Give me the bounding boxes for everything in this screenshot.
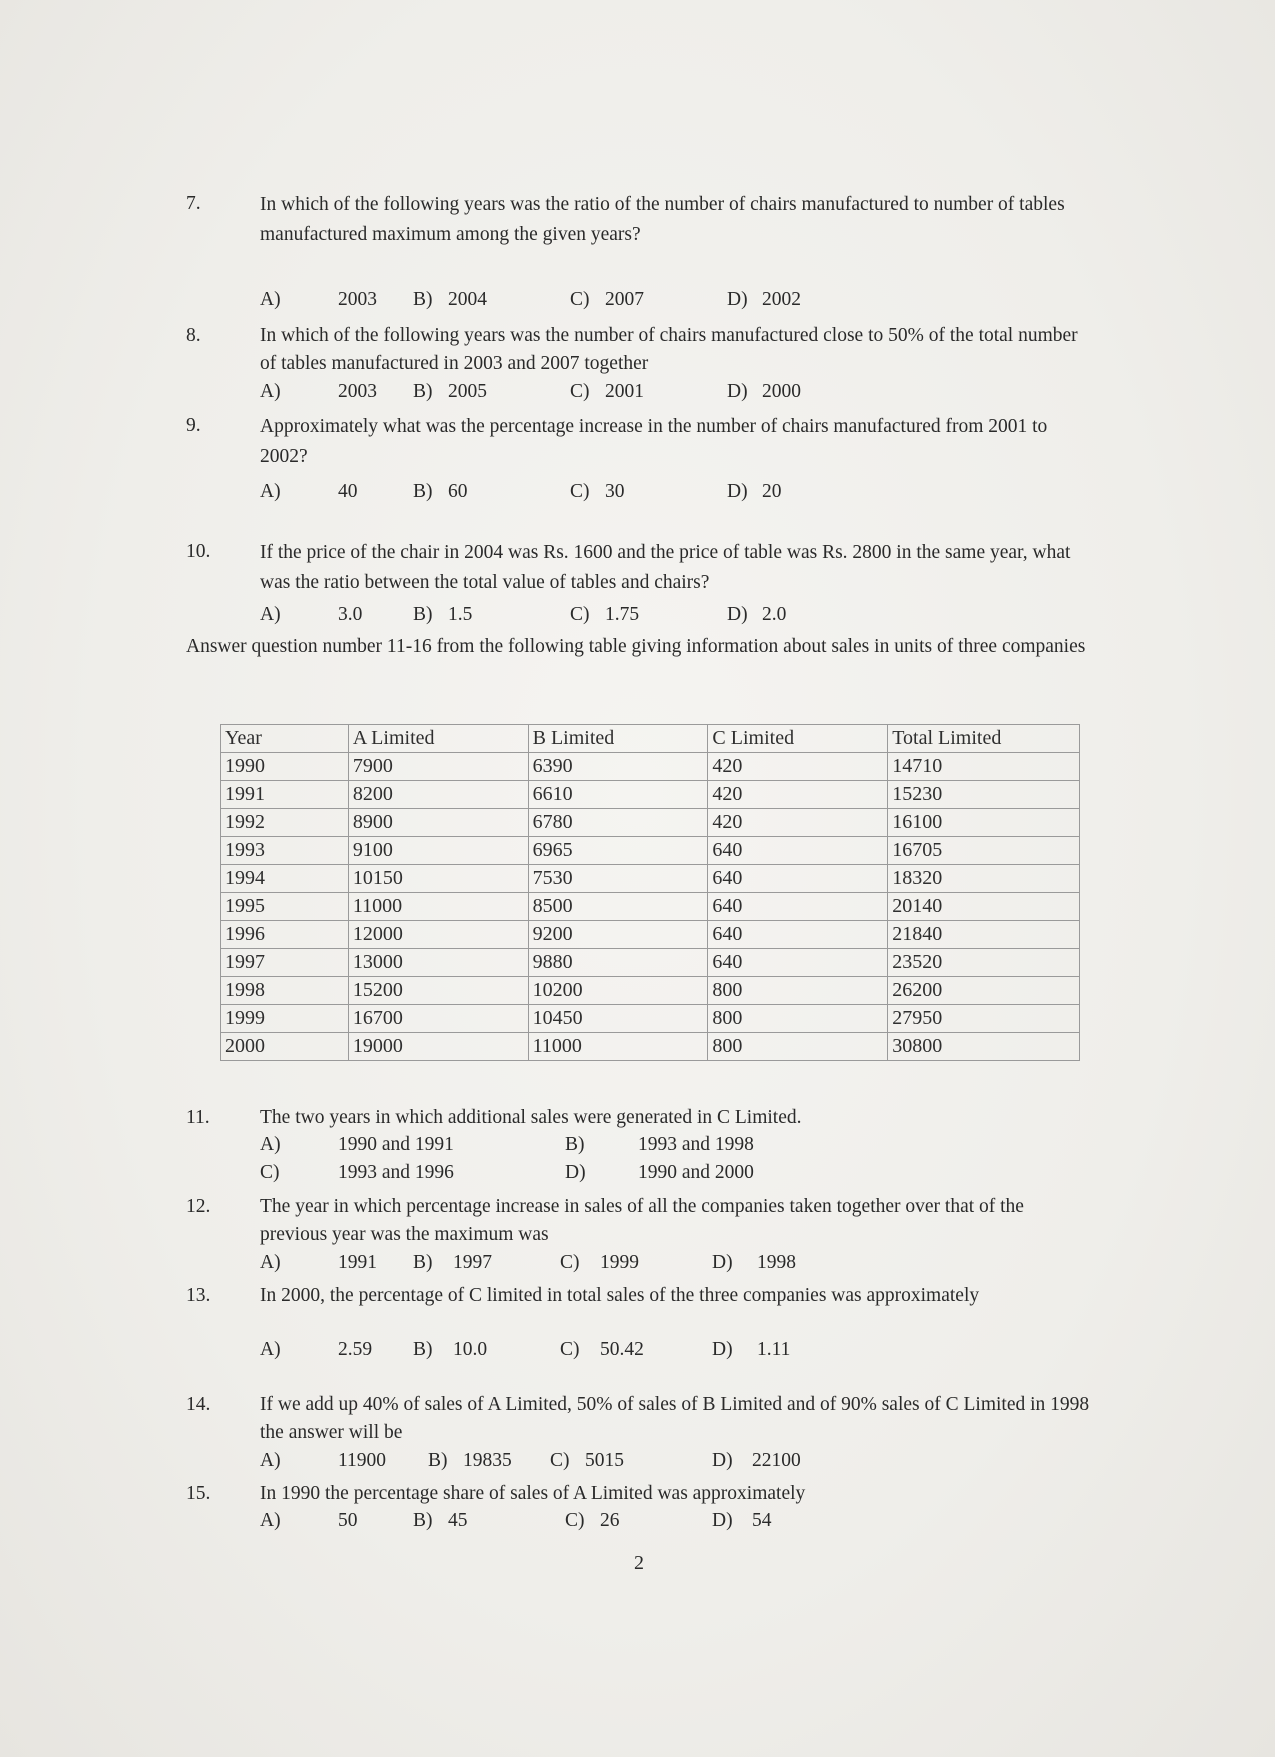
cell-total: 27950 [888,1005,1080,1033]
option-d-label: D) [727,381,748,402]
option-b-value: 1993 and 1998 [638,1134,754,1155]
question-text: The year in which percentage increase in sales of all the companies taken together over that of the previous year was the maximum was [260,1196,1024,1245]
cell-a-limited: 19000 [348,1033,528,1061]
cell-year: 1995 [221,893,349,921]
cell-year: 1998 [221,977,349,1005]
option-a-value: 1991 [338,1252,377,1273]
option-d-value: 54 [752,1510,772,1531]
question-number: 15. [186,1483,211,1504]
cell-c-limited: 640 [708,837,888,865]
cell-b-limited: 9880 [528,949,708,977]
option-c-label: C) [550,1450,570,1471]
cell-a-limited: 16700 [348,1005,528,1033]
option-b-value: 10.0 [453,1339,488,1360]
option-d-label: D) [565,1162,586,1183]
cell-total: 23520 [888,949,1080,977]
cell-c-limited: 640 [708,893,888,921]
cell-a-limited: 8900 [348,809,528,837]
cell-total: 14710 [888,753,1080,781]
question-text: In 1990 the percentage share of sales of A Limited was approximately [260,1483,806,1504]
option-d-label: D) [712,1339,733,1360]
option-a-label: A) [260,289,281,310]
cell-b-limited: 10450 [528,1005,708,1033]
option-b-value: 45 [448,1510,468,1531]
question-number: 13. [186,1285,211,1306]
option-a-label: A) [260,481,281,502]
cell-b-limited: 11000 [528,1033,708,1061]
cell-b-limited: 10200 [528,977,708,1005]
option-d-value: 1990 and 2000 [638,1162,754,1183]
cell-year: 1996 [221,921,349,949]
option-c-label: C) [560,1252,580,1273]
cell-total: 16705 [888,837,1080,865]
cell-b-limited: 8500 [528,893,708,921]
question-number: 8. [186,325,201,346]
option-d-label: D) [727,604,748,625]
table-row [221,865,1080,893]
question-text: Approximately what was the percentage increase in the number of chairs manufactured from 2001 to 2002? [260,416,1048,467]
page-number: 2 [634,1552,644,1574]
option-c-label: C) [560,1339,580,1360]
option-a-value: 50 [338,1510,358,1531]
cell-b-limited: 6610 [528,781,708,809]
option-d-label: D) [727,289,748,310]
cell-year: 1994 [221,865,349,893]
option-b-label: B) [413,604,433,625]
cell-c-limited: 420 [708,781,888,809]
option-a-label: A) [260,1134,281,1155]
cell-b-limited: 6965 [528,837,708,865]
option-a-label: A) [260,1339,281,1360]
question-text: The two years in which additional sales were generated in C Limited. [260,1107,802,1128]
option-b-label: B) [413,381,433,402]
option-a-value: 2003 [338,381,377,402]
cell-total: 15230 [888,781,1080,809]
cell-c-limited: 640 [708,921,888,949]
option-b-label: B) [413,1510,433,1531]
question-text: In which of the following years was the number of chairs manufactured close to 50% of the total number of tables manufactured in 2003 and 2007 together [260,325,1078,374]
header-total-limited: Total Limited [888,725,1080,753]
cell-c-limited: 800 [708,1033,888,1061]
cell-b-limited: 6780 [528,809,708,837]
option-b-label: B) [413,289,433,310]
cell-a-limited: 8200 [348,781,528,809]
question-text: In 2000, the percentage of C limited in total sales of the three companies was approximately [260,1285,980,1306]
option-b-value: 1.5 [448,604,473,625]
cell-c-limited: 640 [708,949,888,977]
cell-c-limited: 420 [708,809,888,837]
option-c-value: 30 [605,481,625,502]
header-a-limited: A Limited [348,725,528,753]
cell-c-limited: 800 [708,1005,888,1033]
cell-year: 2000 [221,1033,349,1061]
option-a-label: A) [260,1252,281,1273]
option-b-label: B) [413,1252,433,1273]
option-c-value: 1999 [600,1252,639,1273]
cell-total: 30800 [888,1033,1080,1061]
option-b-value: 60 [448,481,468,502]
option-c-value: 5015 [585,1450,624,1471]
option-b-label: B) [428,1450,448,1471]
option-a-value: 2.59 [338,1339,373,1360]
cell-year: 1999 [221,1005,349,1033]
header-c-limited: C Limited [708,725,888,753]
question-number: 12. [186,1196,211,1217]
cell-a-limited: 11000 [348,893,528,921]
option-c-value: 2007 [605,289,644,310]
table-row [221,753,1080,781]
cell-year: 1991 [221,781,349,809]
cell-total: 16100 [888,809,1080,837]
option-d-label: D) [727,481,748,502]
option-b-value: 1997 [453,1252,492,1273]
option-c-value: 1993 and 1996 [338,1162,454,1183]
option-c-label: C) [570,289,590,310]
question-number: 10. [186,541,211,562]
question-text: If we add up 40% of sales of A Limited, 50% of sales of B Limited and of 90% sales of C Limited in 1998 the answer will be [260,1394,1090,1443]
cell-a-limited: 13000 [348,949,528,977]
option-a-value: 11900 [338,1450,387,1471]
cell-total: 20140 [888,893,1080,921]
question-number: 11. [186,1107,210,1128]
option-d-value: 1.11 [757,1339,791,1360]
cell-total: 21840 [888,921,1080,949]
cell-a-limited: 12000 [348,921,528,949]
table-intro-text: Answer question number 11-16 from the following table giving information about sales in units of three companies [186,636,1086,657]
cell-a-limited: 9100 [348,837,528,865]
option-a-label: A) [260,381,281,402]
option-a-value: 1990 and 1991 [338,1134,454,1155]
option-b-label: B) [413,481,433,502]
sales-table [220,724,1080,1061]
table-row [221,921,1080,949]
table-header-row [221,725,1080,753]
table-row [221,977,1080,1005]
cell-a-limited: 15200 [348,977,528,1005]
option-a-label: A) [260,1450,281,1471]
cell-total: 18320 [888,865,1080,893]
option-c-label: C) [570,604,590,625]
option-c-value: 2001 [605,381,644,402]
option-d-label: D) [712,1252,733,1273]
option-b-value: 19835 [463,1450,512,1471]
question-text: If the price of the chair in 2004 was Rs. 1600 and the price of table was Rs. 2800 in the same year, what was the ratio between the total value of tables and chairs? [260,542,1071,593]
option-a-value: 2003 [338,289,377,310]
option-c-label: C) [260,1162,280,1183]
option-d-value: 20 [762,481,782,502]
question-number: 14. [186,1394,211,1415]
option-c-label: C) [565,1510,585,1531]
option-d-label: D) [712,1450,733,1471]
option-b-value: 2005 [448,381,487,402]
cell-c-limited: 800 [708,977,888,1005]
option-d-value: 2.0 [762,604,787,625]
option-c-label: C) [570,481,590,502]
option-b-label: B) [413,1339,433,1360]
cell-year: 1993 [221,837,349,865]
question-text: In which of the following years was the ratio of the number of chairs manufactured to number of tables manufactured maximum among the given years? [260,194,1065,245]
question-number: 7. [186,193,201,214]
header-year: Year [221,725,349,753]
option-c-value: 50.42 [600,1339,644,1360]
cell-c-limited: 420 [708,753,888,781]
table-row [221,1005,1080,1033]
option-a-label: A) [260,604,281,625]
option-a-label: A) [260,1510,281,1531]
cell-c-limited: 640 [708,865,888,893]
header-b-limited: B Limited [528,725,708,753]
cell-a-limited: 10150 [348,865,528,893]
option-d-value: 2000 [762,381,801,402]
table-row [221,1033,1080,1061]
table-row [221,949,1080,977]
option-a-value: 40 [338,481,358,502]
option-a-value: 3.0 [338,604,363,625]
cell-a-limited: 7900 [348,753,528,781]
cell-year: 1992 [221,809,349,837]
option-b-value: 2004 [448,289,487,310]
question-number: 9. [186,415,201,436]
option-c-value: 26 [600,1510,620,1531]
option-d-value: 2002 [762,289,801,310]
table-row [221,893,1080,921]
cell-year: 1997 [221,949,349,977]
option-c-value: 1.75 [605,604,640,625]
cell-total: 26200 [888,977,1080,1005]
table-row [221,809,1080,837]
cell-year: 1990 [221,753,349,781]
option-d-value: 22100 [752,1450,801,1471]
option-b-label: B) [565,1134,585,1155]
cell-b-limited: 7530 [528,865,708,893]
table-row [221,837,1080,865]
option-c-label: C) [570,381,590,402]
table-row [221,781,1080,809]
option-d-value: 1998 [757,1252,796,1273]
option-d-label: D) [712,1510,733,1531]
cell-b-limited: 6390 [528,753,708,781]
cell-b-limited: 9200 [528,921,708,949]
